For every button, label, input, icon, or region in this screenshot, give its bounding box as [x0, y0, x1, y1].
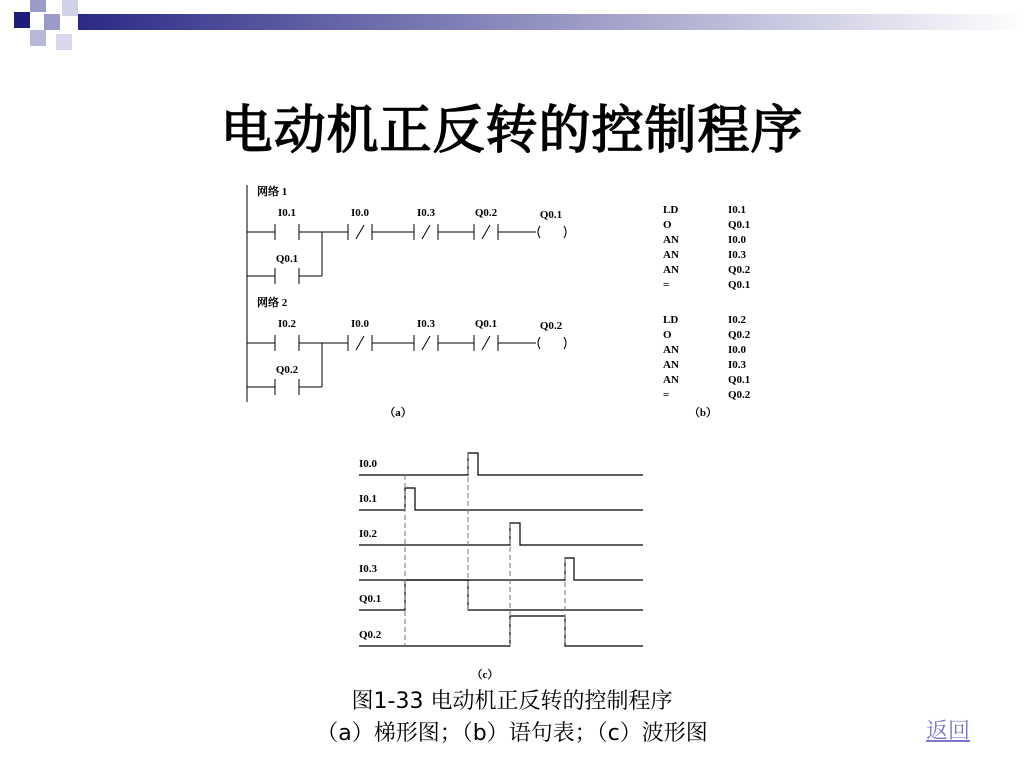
- stl-operand: Q0.1: [728, 219, 751, 231]
- figure-caption: 图1-33 电动机正反转的控制程序: [351, 689, 673, 714]
- waveform-caption: （c）: [471, 669, 499, 681]
- signal-trace: [359, 488, 643, 510]
- contact-nc-label: I0.3: [416, 207, 436, 219]
- stl-op: LD: [663, 314, 679, 326]
- coil-left: [538, 337, 540, 349]
- stl-op: =: [663, 389, 670, 401]
- signal-trace: [359, 580, 643, 610]
- contact-nc-label: I0.3: [416, 318, 436, 330]
- back-link[interactable]: 返回: [926, 719, 971, 744]
- stl-operand: I0.1: [728, 204, 747, 216]
- coil-left: [538, 226, 540, 238]
- coil-right: [564, 226, 566, 238]
- stl-caption: （b）: [688, 407, 718, 419]
- parallel-contact-label: Q0.2: [275, 364, 299, 376]
- stl-operand: Q0.2: [728, 329, 751, 341]
- signal-trace: [359, 558, 643, 580]
- contact-slash: [482, 225, 490, 239]
- stl-operand: I0.3: [728, 359, 747, 371]
- contact-nc-label: Q0.2: [474, 207, 498, 219]
- stl-op: AN: [663, 359, 679, 371]
- stl-op: AN: [663, 344, 679, 356]
- stl-op: =: [663, 279, 670, 291]
- slide-title: 电动机正反转的控制程序: [220, 101, 804, 161]
- stl-operand: Q0.2: [728, 389, 751, 401]
- contact-slash: [422, 336, 430, 350]
- contact-nc-label: Q0.1: [474, 318, 498, 330]
- contact-no-label: I0.2: [277, 318, 297, 330]
- contact-no-label: I0.1: [277, 207, 297, 219]
- stl-operand: Q0.2: [728, 264, 751, 276]
- corner-decoration: [0, 0, 1024, 60]
- statement-list: [655, 195, 785, 425]
- stl-operand: I0.3: [728, 249, 747, 261]
- stl-op: AN: [663, 374, 679, 386]
- contact-slash: [356, 225, 364, 239]
- network-label: 网络 1: [257, 186, 288, 198]
- stl-op: AN: [663, 234, 679, 246]
- contact-slash: [422, 225, 430, 239]
- stl-op: AN: [663, 264, 679, 276]
- ladder-caption: （a）: [384, 407, 412, 419]
- figure-subcaption: （a）梯形图；（b）语句表；（c）波形图: [316, 721, 708, 746]
- signal-label: I0.1: [359, 493, 378, 505]
- signal-label: I0.3: [359, 563, 378, 575]
- stl-operand: Q0.1: [728, 279, 751, 291]
- stl-operand: I0.0: [728, 344, 747, 356]
- coil-label: Q0.2: [539, 320, 563, 332]
- contact-slash: [356, 336, 364, 350]
- signal-label: I0.2: [359, 528, 378, 540]
- stl-op: O: [663, 329, 672, 341]
- ladder-diagram: [240, 180, 600, 425]
- coil-label: Q0.1: [539, 209, 563, 221]
- stl-op: LD: [663, 204, 679, 216]
- contact-slash: [482, 336, 490, 350]
- waveform-chart: [355, 445, 655, 685]
- network-label: 网络 2: [257, 297, 288, 309]
- stl-operand: I0.0: [728, 234, 747, 246]
- contact-nc-label: I0.0: [350, 207, 370, 219]
- signal-label: Q0.1: [359, 593, 382, 605]
- stl-op: AN: [663, 249, 679, 261]
- stl-operand: I0.2: [728, 314, 747, 326]
- stl-operand: Q0.1: [728, 374, 751, 386]
- signal-trace: [359, 616, 643, 646]
- parallel-contact-label: Q0.1: [275, 253, 299, 265]
- stl-op: O: [663, 219, 672, 231]
- signal-label: I0.0: [359, 458, 378, 470]
- contact-nc-label: I0.0: [350, 318, 370, 330]
- signal-trace: [359, 523, 643, 545]
- signal-label: Q0.2: [359, 629, 382, 641]
- signal-trace: [359, 453, 643, 475]
- coil-right: [564, 337, 566, 349]
